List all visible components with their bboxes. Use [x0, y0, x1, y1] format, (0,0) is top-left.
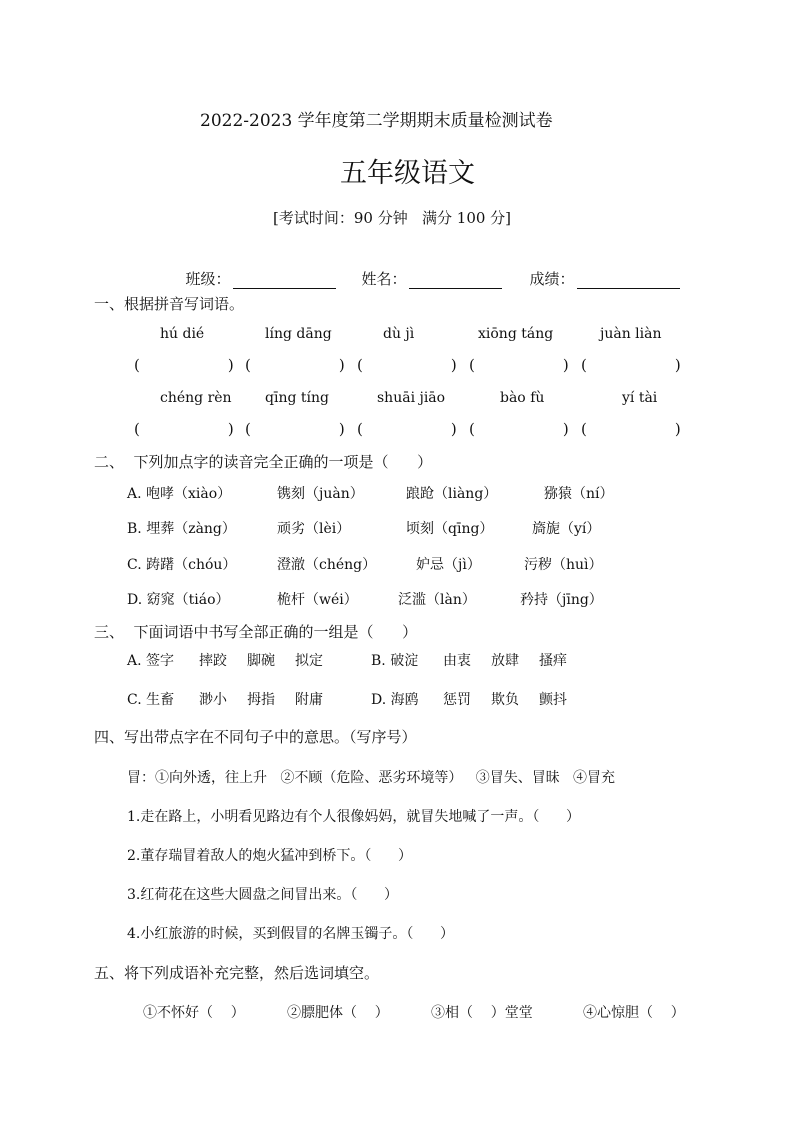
option-item: 旖旎（yí）	[532, 521, 601, 537]
option-item: D. 窈窕（tiáo）	[127, 592, 230, 608]
option-item: 矜持（jīng）	[520, 592, 603, 608]
answer-paren[interactable]: ( )	[581, 356, 681, 374]
class-label: 班级：	[185, 270, 231, 288]
answer-paren[interactable]: ( )	[245, 420, 345, 438]
idiom-item: ②膘肥体（ ）	[287, 1005, 389, 1021]
pinyin: líng dāng	[265, 326, 332, 342]
q4-sentence: 1.走在路上，小明看见路边有个人很像妈妈，就冒失地喊了一声。（ ）	[127, 809, 581, 825]
idiom-item: ④心惊胆（ ）	[583, 1005, 685, 1021]
option-item: 搔痒	[539, 653, 567, 669]
answer-paren[interactable]: ( )	[469, 356, 569, 374]
option-item: 澄澈（chéng）	[277, 557, 377, 573]
option-item: 猕猿（ní）	[544, 486, 614, 502]
q2-heading: 二、 下列加点字的读音完全正确的一项是（ ）	[94, 453, 433, 471]
q5-heading: 五、将下列成语补充完整，然后选词填空。	[94, 964, 380, 982]
idiom-item: ①不怀好（ ）	[143, 1005, 245, 1021]
idiom-item: ③相（ ）堂堂	[431, 1005, 533, 1021]
option-item: 惩罚	[443, 692, 471, 708]
option-item: 顷刻（qīng）	[406, 521, 494, 537]
option-item: 欺负	[491, 692, 519, 708]
name-label: 姓名：	[361, 270, 407, 288]
pinyin: hú dié	[160, 326, 205, 342]
option-item: 拇指	[247, 692, 275, 708]
option-item: 拟定	[295, 653, 323, 669]
option-item: 踉跄（liàng）	[406, 486, 498, 502]
option-item: B. 埋葬（zàng）	[127, 521, 236, 537]
pinyin: bào fù	[500, 390, 545, 406]
option-item: 由衷	[443, 653, 471, 669]
q3-heading: 三、 下面词语中书写全部正确的一组是（ ）	[94, 623, 418, 641]
option-item: 顽劣（lèi）	[277, 521, 351, 537]
option-item: D. 海鸥	[371, 692, 419, 708]
name-field	[352, 250, 502, 289]
option-item: 桅杆（wéi）	[277, 592, 358, 608]
q4-meanings: 冒：①向外透，往上升 ②不顾（危险、恶劣环境等） ③冒失、冒昧 ④冒充	[127, 770, 616, 786]
option-item: 渺小	[199, 692, 227, 708]
option-item: 放肆	[491, 653, 519, 669]
score-blank[interactable]	[577, 273, 680, 289]
option-item: 摔跤	[199, 653, 227, 669]
option-item: B. 破淀	[371, 653, 419, 669]
option-item: 污秽（huì）	[524, 557, 603, 573]
option-item: 泛滥（làn）	[398, 592, 476, 608]
option-item: 附庸	[295, 692, 323, 708]
answer-paren[interactable]: ( )	[134, 356, 234, 374]
option-item: A. 咆哮（xiào）	[127, 486, 232, 502]
pinyin: dù jì	[383, 326, 415, 342]
option-item: C. 踌躇（chóu）	[127, 557, 237, 573]
class-blank[interactable]	[233, 273, 336, 289]
answer-paren[interactable]: ( )	[581, 420, 681, 438]
option-item: C. 生畜	[127, 692, 175, 708]
subject-title: 五年级语文	[340, 158, 475, 189]
pinyin: qīng tíng	[265, 390, 329, 406]
q1-heading: 一、根据拼音写词语。	[94, 295, 245, 313]
class-field	[176, 250, 336, 289]
answer-paren[interactable]: ( )	[245, 356, 345, 374]
score-label: 成绩：	[529, 270, 575, 288]
exam-title: 2022-2023 学年度第二学期期末质量检测试卷	[200, 111, 553, 131]
option-item: 脚碗	[247, 653, 275, 669]
answer-paren[interactable]: ( )	[469, 420, 569, 438]
q4-sentence: 3.红荷花在这些大圆盘之间冒出来。（ ）	[127, 887, 399, 903]
pinyin: yí tài	[622, 390, 658, 406]
pinyin: juàn liàn	[600, 326, 662, 342]
answer-paren[interactable]: ( )	[357, 420, 457, 438]
option-item: 镌刻（juàn）	[277, 486, 364, 502]
option-item: 颤抖	[539, 692, 567, 708]
option-item: A. 签字	[127, 653, 175, 669]
option-item: 妒忌（jì）	[416, 557, 481, 573]
answer-paren[interactable]: ( )	[134, 420, 234, 438]
pinyin: shuāi jiāo	[377, 390, 446, 406]
q4-sentence: 4.小红旅游的时候，买到假冒的名牌玉镯子。（ ）	[127, 926, 455, 942]
name-blank[interactable]	[409, 273, 502, 289]
exam-info: [考试时间：90 分钟 满分 100 分]	[273, 209, 512, 227]
answer-paren[interactable]: ( )	[357, 356, 457, 374]
score-field	[520, 250, 680, 289]
pinyin: chéng rèn	[160, 390, 232, 406]
q4-heading: 四、写出带点字在不同句子中的意思。（写序号）	[94, 728, 417, 746]
pinyin: xiōng táng	[478, 326, 554, 342]
q4-sentence: 2.董存瑞冒着敌人的炮火猛冲到桥下。（ ）	[127, 848, 413, 864]
